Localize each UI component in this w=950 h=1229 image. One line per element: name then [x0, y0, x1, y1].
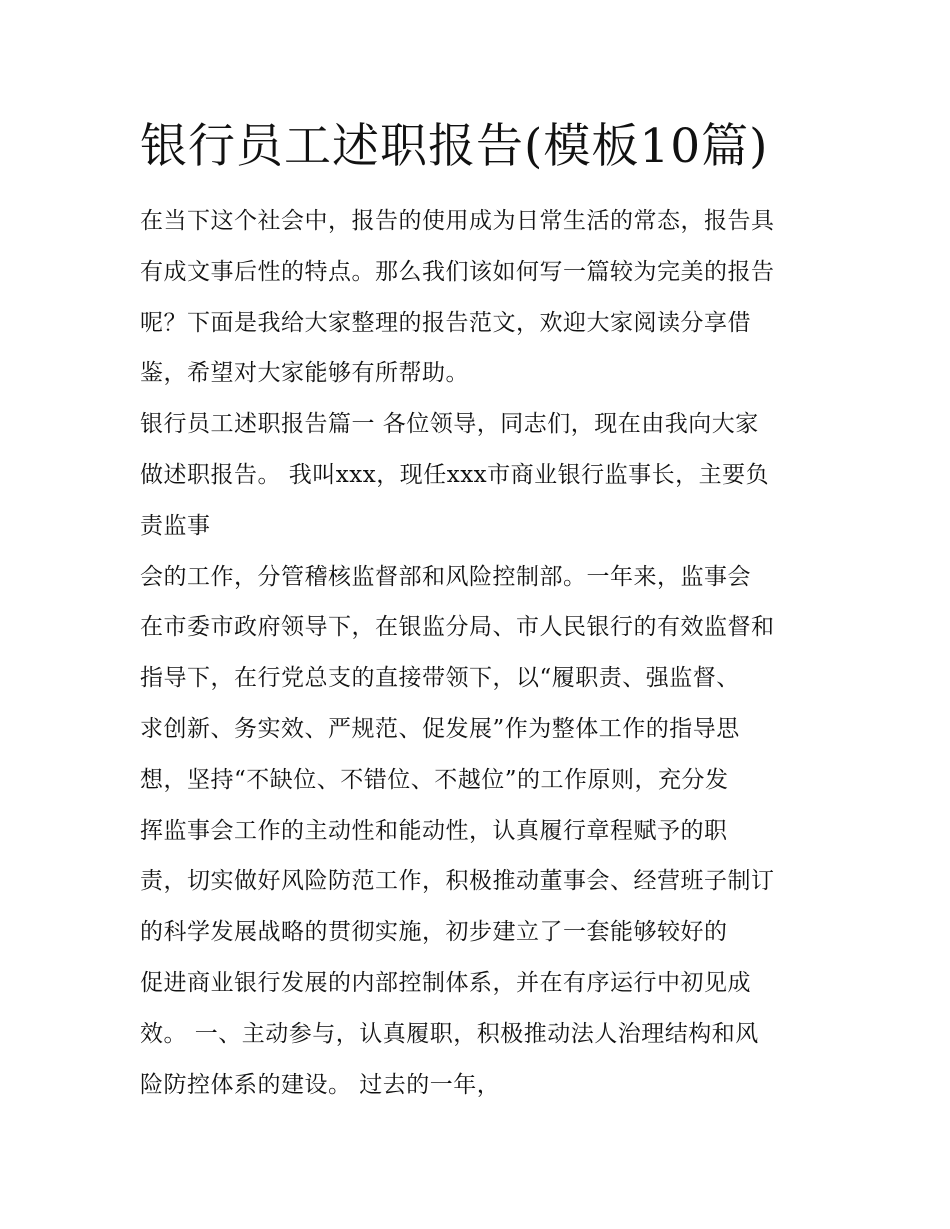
body-line: 指导下，在行党总支的直接带领下，以“履职责、强监督、	[140, 665, 740, 692]
body-line: 的科学发展战略的贯彻实施，初步建立了一套能够较好的	[140, 919, 728, 946]
body-line: 效。 一、主动参与，认真履职，积极推动法人治理结构和风	[140, 1020, 759, 1047]
body-line: 在市委市政府领导下，在银监分局、市人民银行的有效监督和	[140, 614, 775, 641]
body-line: 责，切实做好风险防范工作，积极推动董事会、经营班子制订	[140, 868, 775, 895]
body-line: 做述职报告。 我叫xxx，现任xxx市商业银行监事长，主要负	[140, 461, 770, 488]
body-line: 会的工作，分管稽核监督部和风险控制部。一年来，监事会	[140, 563, 751, 590]
body-line: 险防控体系的建设。 过去的一年，	[140, 1071, 501, 1098]
body-line: 挥监事会工作的主动性和能动性，认真履行章程赋予的职	[140, 817, 728, 844]
body-line: 促进商业银行发展的内部控制体系，并在有序运行中初见成	[140, 969, 751, 996]
document-title: 银行员工述职报告(模板10篇)	[140, 119, 769, 174]
body-line: 在当下这个社会中，报告的使用成为日常生活的常态，报告具	[140, 208, 775, 234]
body-line: 求创新、务实效、严规范、促发展”作为整体工作的指导思	[140, 715, 740, 742]
body-line: 鉴，希望对大家能够有所帮助。	[140, 360, 469, 387]
body-line: 呢？下面是我给大家整理的报告范文，欢迎大家阅读分享借	[140, 309, 751, 336]
document-body	[140, 196, 830, 1110]
body-line: 银行员工述职报告篇一 各位领导，同志们，现在由我向大家	[140, 411, 759, 438]
body-line: 责监事	[140, 512, 211, 539]
body-line: 想，坚持“不缺位、不错位、不越位”的工作原则，充分发	[140, 766, 729, 793]
body-line: 有成文事后性的特点。那么我们该如何写一篇较为完美的报告	[140, 258, 775, 285]
